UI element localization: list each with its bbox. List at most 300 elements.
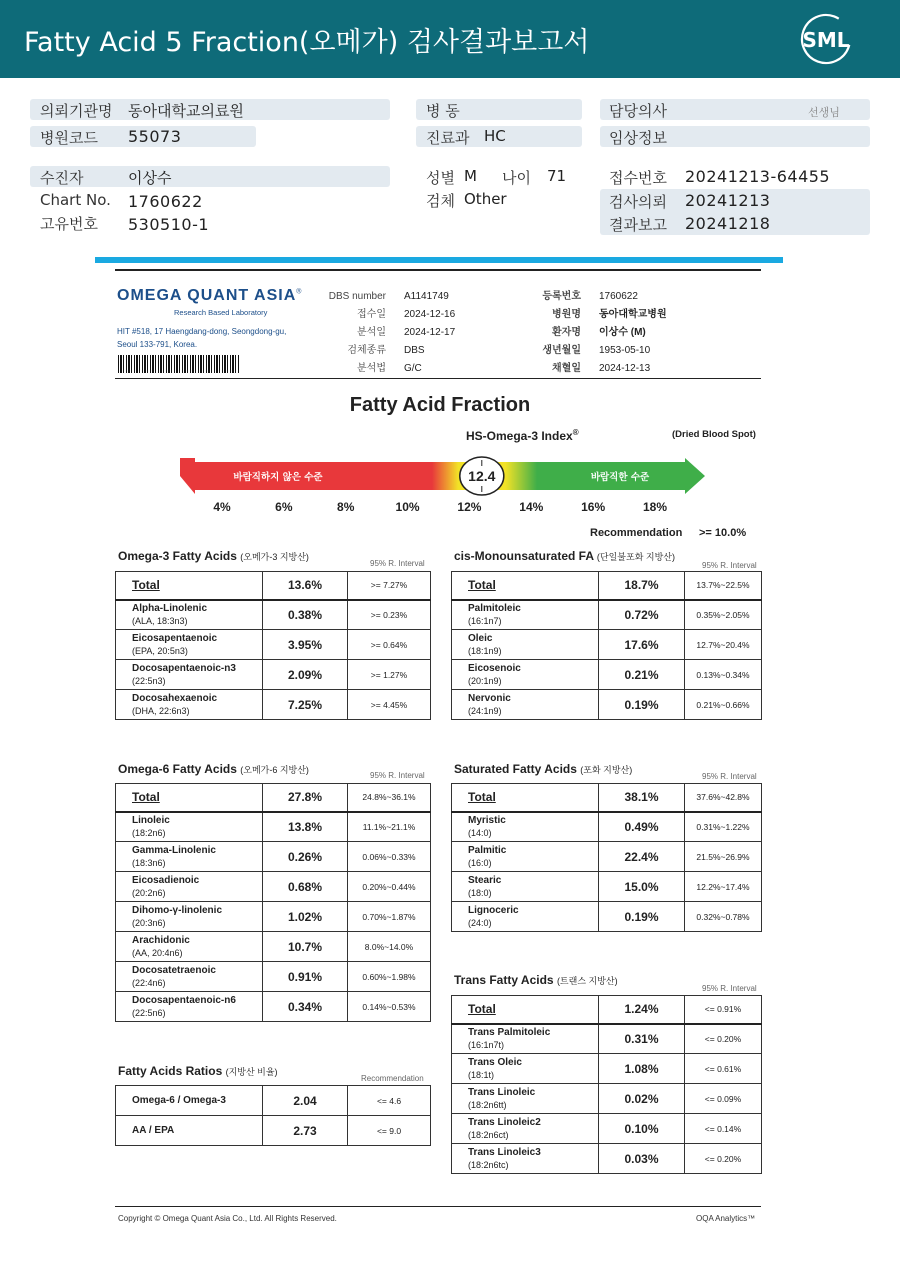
row-name-sub: (18:2n6)	[132, 827, 166, 838]
row-value: 1.24%	[599, 996, 685, 1024]
row-name-sub: (DHA, 22:6n3)	[132, 705, 190, 716]
meta-label: 분석법	[357, 363, 386, 374]
row-name-text: Trans Linoleic2	[468, 1116, 541, 1128]
row-value: 0.21%	[599, 660, 685, 690]
row-name-sub: (EPA, 20:5n3)	[132, 645, 188, 656]
chart-no-label: Chart No.	[40, 191, 111, 209]
row-name-sub: (20:1n9)	[468, 675, 502, 686]
gauge-bad-label: 바람직하지 않은 수준	[233, 472, 323, 483]
row-name	[452, 1024, 599, 1054]
table-row	[116, 962, 431, 992]
report-top-rule	[115, 269, 761, 271]
row-name-text: Linoleic	[132, 814, 170, 826]
row-name	[116, 962, 263, 992]
row-name	[116, 1116, 263, 1146]
row-value: 18.7%	[599, 572, 685, 600]
row-range: 0.14%~0.53%	[348, 992, 431, 1022]
row-value: 1.02%	[263, 902, 348, 932]
row-range: <= 0.20%	[685, 1024, 762, 1054]
row-range: 12.2%~17.4%	[685, 872, 762, 902]
saturated-title-kr: (포화 지방산)	[580, 765, 633, 775]
gauge-marker	[460, 457, 504, 495]
mufa-title-kr: (단일불포화 지방산)	[596, 552, 675, 562]
row-range: 12.7%~20.4%	[685, 630, 762, 660]
row-name-sub: (18:0)	[468, 887, 492, 898]
table-row	[452, 1144, 762, 1174]
row-range: <= 0.91%	[685, 996, 762, 1024]
hospital-code-label: 병원코드	[40, 129, 98, 147]
row-name-sub: (18:2n6ct)	[468, 1129, 509, 1140]
hospital-code-value: 55073	[128, 127, 182, 146]
row-name-text: Docosapentaenoic-n3	[132, 662, 236, 674]
row-range: 0.20%~0.44%	[348, 872, 431, 902]
row-name	[116, 812, 263, 842]
row-value: 0.10%	[599, 1114, 685, 1144]
row-range: <= 0.20%	[685, 1144, 762, 1174]
report-date-label: 결과보고	[609, 216, 667, 234]
row-value: 2.73	[263, 1116, 348, 1146]
row-name	[116, 992, 263, 1022]
row-value: 0.91%	[263, 962, 348, 992]
meta-row	[492, 358, 650, 376]
meta-label: 병원명	[552, 309, 581, 320]
row-name-text: Myristic	[468, 814, 506, 826]
row-value: 0.38%	[263, 600, 348, 630]
row-value: 17.6%	[599, 630, 685, 660]
row-range: 37.6%~42.8%	[685, 784, 762, 812]
meta-value: 1760622	[599, 291, 638, 302]
row-range: 0.13%~0.34%	[685, 660, 762, 690]
row-value: 0.68%	[263, 872, 348, 902]
table-row	[452, 660, 762, 690]
gauge-tick-label: 10%	[395, 500, 420, 514]
row-name-text: Arachidonic	[132, 934, 190, 946]
row-name-text: Trans Linoleic3	[468, 1146, 541, 1158]
table-row	[116, 812, 431, 842]
row-name-sub: (18:1n9)	[468, 645, 502, 656]
mufa-interval-label: 95% R. Interval	[702, 561, 757, 570]
meta-row	[492, 304, 667, 322]
omega3-title-kr: (오메가-3 지방산)	[240, 552, 309, 562]
row-range: >= 4.45%	[348, 690, 431, 720]
request-label: 검사의뢰	[609, 193, 667, 211]
doctor-label: 담당의사	[609, 102, 667, 120]
index-title	[466, 428, 579, 443]
mufa-title	[454, 549, 675, 563]
row-name	[116, 1086, 263, 1116]
row-name-text: Trans Oleic	[468, 1056, 522, 1068]
table-row	[452, 812, 762, 842]
meta-label: 분석일	[357, 327, 386, 338]
omega3-index-gauge	[150, 448, 730, 518]
row-range: 11.1%~21.1%	[348, 812, 431, 842]
saturated-interval-label: 95% R. Interval	[702, 772, 757, 781]
barcode	[118, 355, 240, 373]
lab-registered-mark: ®	[296, 288, 303, 296]
meta-value: 2024-12-16	[404, 309, 456, 320]
row-value: 0.49%	[599, 812, 685, 842]
table-row	[116, 784, 431, 812]
row-name	[116, 572, 263, 600]
recommendation-label: Recommendation	[590, 527, 683, 539]
row-name	[116, 630, 263, 660]
row-name-text: Alpha-Linolenic	[132, 602, 207, 614]
row-name	[452, 660, 599, 690]
meta-label: 생년월일	[542, 345, 581, 356]
row-name	[452, 842, 599, 872]
dept-label: 진료과	[426, 129, 470, 147]
clinical-label: 임상정보	[609, 129, 667, 147]
table-row	[116, 872, 431, 902]
row-name-sub: (22:5n6)	[132, 1007, 166, 1018]
meta-label: 등록번호	[542, 291, 581, 302]
trans-interval-label: 95% R. Interval	[702, 984, 757, 993]
row-name	[116, 660, 263, 690]
row-name	[452, 1144, 599, 1174]
lab-subtitle: Research Based Laboratory	[174, 308, 268, 317]
row-name-text: Eicosapentaenoic	[132, 632, 218, 644]
index-sample-note: (Dried Blood Spot)	[672, 429, 756, 440]
row-value: 13.8%	[263, 812, 348, 842]
omega6-title-text: Omega-6 Fatty Acids	[118, 762, 237, 776]
table-row	[116, 630, 431, 660]
row-value: 0.34%	[263, 992, 348, 1022]
meta-value: 2024-12-17	[404, 327, 456, 338]
row-name-sub: (16:0)	[468, 857, 492, 868]
row-value: 13.6%	[263, 572, 348, 600]
table-row	[452, 1024, 762, 1054]
row-range: <= 0.61%	[685, 1054, 762, 1084]
row-name-sub: (16:1n7)	[468, 615, 502, 626]
row-range: 0.35%~2.05%	[685, 600, 762, 630]
meta-row	[492, 340, 650, 358]
patient-name-value: 이상수	[128, 169, 172, 187]
request-value: 20241213	[685, 191, 771, 210]
table-row	[116, 1116, 431, 1146]
trans-table	[451, 995, 762, 1174]
report-date-value: 20241218	[685, 214, 771, 233]
table-row	[452, 600, 762, 630]
omega6-table	[115, 783, 431, 1022]
row-name-text: Gamma-Linolenic	[132, 844, 216, 856]
row-range: >= 7.27%	[348, 572, 431, 600]
mufa-table	[451, 571, 762, 720]
row-value: 0.31%	[599, 1024, 685, 1054]
row-name-sub: (24:0)	[468, 917, 492, 928]
omega6-title	[118, 762, 309, 776]
row-name-sub: (16:1n7t)	[468, 1039, 505, 1050]
row-range: 8.0%~14.0%	[348, 932, 431, 962]
section-divider	[95, 257, 783, 263]
table-row	[116, 1086, 431, 1116]
row-range: 0.60%~1.98%	[348, 962, 431, 992]
saturated-table	[451, 783, 762, 932]
table-row	[116, 690, 431, 720]
ratios-title-kr: (지방산 비율)	[225, 1067, 278, 1077]
row-name-text: Total	[132, 577, 160, 592]
gauge-ticks	[213, 500, 667, 514]
page-title: Fatty Acid 5 Fraction(오메가) 검사결과보고서	[24, 27, 590, 58]
lab-name-text: OMEGA QUANT ASIA	[117, 287, 297, 304]
age-label: 나이	[502, 169, 531, 187]
row-range: 0.06%~0.33%	[348, 842, 431, 872]
table-row	[452, 842, 762, 872]
ratios-title-text: Fatty Acids Ratios	[118, 1064, 223, 1078]
sex-label: 성별	[426, 169, 455, 187]
gauge-value: 12.4	[468, 468, 496, 484]
meta-row	[296, 358, 422, 376]
specimen-label: 검체	[426, 192, 455, 210]
trans-title-text: Trans Fatty Acids	[454, 973, 554, 987]
institution-value: 동아대학교의료원	[128, 102, 244, 120]
meta-label: 채혈일	[552, 363, 581, 374]
meta-row	[296, 304, 455, 322]
copyright: Copyright © Omega Quant Asia Co., Ltd. All Rights Reserved.	[118, 1214, 337, 1223]
footer-brand: OQA Analytics™	[696, 1214, 756, 1223]
row-value: 0.19%	[599, 690, 685, 720]
uid-label: 고유번호	[40, 215, 98, 233]
meta-row	[492, 322, 646, 340]
ratios-table	[115, 1085, 431, 1146]
row-range: <= 4.6	[348, 1086, 431, 1116]
row-value: 7.25%	[263, 690, 348, 720]
table-row	[452, 996, 762, 1024]
row-value: 0.19%	[599, 902, 685, 932]
chart-no-value: 1760622	[128, 192, 203, 211]
row-name-sub: (24:1n9)	[468, 705, 502, 716]
row-value: 0.03%	[599, 1144, 685, 1174]
row-name-sub: (14:0)	[468, 827, 492, 838]
row-value: 22.4%	[599, 842, 685, 872]
age-value: 71	[547, 167, 567, 185]
row-name-sub: (20:2n6)	[132, 887, 166, 898]
row-name	[116, 872, 263, 902]
row-range: 0.70%~1.87%	[348, 902, 431, 932]
index-title-sup: ®	[572, 428, 579, 437]
table-row	[452, 572, 762, 600]
doctor-suffix: 선생님	[808, 106, 840, 119]
row-name-sub: (AA, 20:4n6)	[132, 947, 183, 958]
row-range: <= 0.14%	[685, 1114, 762, 1144]
row-range: <= 9.0	[348, 1116, 431, 1146]
row-name-text: Trans Palmitoleic	[468, 1026, 551, 1038]
saturated-title-text: Saturated Fatty Acids	[454, 762, 577, 776]
omega3-interval-label: 95% R. Interval	[370, 559, 425, 568]
sml-logo-icon	[798, 12, 854, 66]
row-name	[452, 572, 599, 600]
row-name-text: Trans Linoleic	[468, 1086, 536, 1098]
table-row	[452, 902, 762, 932]
row-range: >= 0.23%	[348, 600, 431, 630]
row-name-text: Palmitic	[468, 844, 507, 856]
row-range: >= 1.27%	[348, 660, 431, 690]
row-name-text: Stearic	[468, 874, 502, 886]
gauge-tick-label: 12%	[457, 500, 482, 514]
gauge-tick-label: 4%	[213, 500, 231, 514]
row-range: 24.8%~36.1%	[348, 784, 431, 812]
table-row	[452, 690, 762, 720]
row-value: 3.95%	[263, 630, 348, 660]
gauge-tick-label: 8%	[337, 500, 355, 514]
row-name-sub: (18:1t)	[468, 1069, 495, 1080]
row-value: 27.8%	[263, 784, 348, 812]
row-value: 10.7%	[263, 932, 348, 962]
saturated-title	[454, 762, 632, 776]
row-value: 1.08%	[599, 1054, 685, 1084]
row-name-sub: (18:3n6)	[132, 857, 166, 868]
row-name	[452, 1054, 599, 1084]
meta-value: 1953-05-10	[599, 345, 651, 356]
row-name-text: Eicosenoic	[468, 662, 521, 674]
row-range: 21.5%~26.9%	[685, 842, 762, 872]
ratios-title	[118, 1064, 278, 1078]
gauge-tick-label: 18%	[642, 500, 668, 514]
row-name-text: Palmitoleic	[468, 602, 521, 614]
row-value: 0.02%	[599, 1084, 685, 1114]
row-name-text: Omega-6 / Omega-3	[132, 1095, 226, 1106]
row-value: 2.04	[263, 1086, 348, 1116]
row-name-text: Docosatetraenoic	[132, 964, 216, 976]
meta-row	[296, 286, 449, 304]
row-value: 0.72%	[599, 600, 685, 630]
lab-name	[117, 287, 302, 305]
row-name-text: Lignoceric	[468, 904, 519, 916]
mufa-title-text: cis-Monounsaturated FA	[454, 549, 594, 563]
meta-label: 검체종류	[347, 345, 386, 356]
table-row	[452, 1084, 762, 1114]
patient-name-label: 수진자	[40, 169, 84, 187]
meta-value: 2024-12-13	[599, 363, 651, 374]
meta-row	[296, 322, 455, 340]
receipt-label: 접수번호	[609, 169, 667, 187]
row-value: 15.0%	[599, 872, 685, 902]
institution-label: 의뢰기관명	[40, 102, 113, 120]
row-name	[116, 842, 263, 872]
row-name-text: Nervonic	[468, 692, 511, 704]
meta-value: 이상수 (M)	[599, 327, 646, 338]
receipt-value: 20241213-64455	[685, 167, 831, 186]
trans-title	[454, 973, 618, 987]
row-name	[452, 630, 599, 660]
omega3-table	[115, 571, 431, 720]
meta-value: DBS	[404, 345, 425, 356]
row-range: 0.31%~1.22%	[685, 812, 762, 842]
omega6-interval-label: 95% R. Interval	[370, 771, 425, 780]
row-name-sub: (22:4n6)	[132, 977, 166, 988]
table-row	[452, 872, 762, 902]
row-name-text: Total	[132, 789, 160, 804]
row-range: 0.32%~0.78%	[685, 902, 762, 932]
dept-value: HC	[484, 127, 506, 145]
omega3-title-text: Omega-3 Fatty Acids	[118, 549, 237, 563]
meta-label: DBS number	[328, 291, 386, 302]
omega6-title-kr: (오메가-6 지방산)	[240, 765, 309, 775]
table-row	[116, 902, 431, 932]
report-title: Fatty Acid Fraction	[349, 394, 531, 416]
row-name-text: Total	[468, 577, 496, 592]
row-name-text: Docosapentaenoic-n6	[132, 994, 236, 1006]
logo-text: SML	[802, 28, 850, 52]
sex-value: M	[464, 167, 477, 185]
row-name-text: Docosahexaenoic	[132, 692, 218, 704]
index-title-text: HS-Omega-3 Index	[466, 429, 573, 443]
row-name-text: Total	[468, 789, 496, 804]
omega3-title	[118, 549, 309, 563]
row-name-text: Dihomo-γ-linolenic	[132, 904, 222, 916]
row-name	[452, 1114, 599, 1144]
row-name-text: Eicosadienoic	[132, 874, 200, 886]
row-name	[116, 902, 263, 932]
row-name	[452, 600, 599, 630]
recommendation-value: >= 10.0%	[699, 527, 747, 539]
patient-name-box	[30, 166, 390, 187]
table-row	[452, 1054, 762, 1084]
row-name	[116, 784, 263, 812]
row-name-text: Oleic	[468, 632, 493, 644]
row-name	[452, 812, 599, 842]
meta-row	[492, 286, 638, 304]
row-name	[116, 600, 263, 630]
meta-value: A1141749	[404, 291, 449, 302]
table-row	[452, 1114, 762, 1144]
lab-address-2: Seoul 133-791, Korea.	[117, 340, 198, 349]
row-name	[452, 1084, 599, 1114]
table-row	[116, 932, 431, 962]
trans-title-kr: (트랜스 지방산)	[556, 976, 618, 986]
row-name	[452, 902, 599, 932]
row-name	[116, 690, 263, 720]
gauge-tick-label: 16%	[581, 500, 606, 514]
row-name-sub: (ALA, 18:3n3)	[132, 615, 188, 626]
row-name-text: Total	[468, 1001, 496, 1016]
row-name-sub: (22:5n3)	[132, 675, 166, 686]
gauge-tick-label: 14%	[519, 500, 544, 514]
meta-value: 동아대학교병원	[599, 309, 667, 320]
gauge-good-label: 바람직한 수준	[590, 472, 650, 483]
row-name	[452, 872, 599, 902]
table-row	[116, 660, 431, 690]
table-row	[452, 630, 762, 660]
table-row	[116, 572, 431, 600]
ward-label: 병 동	[426, 102, 460, 120]
row-range: 0.21%~0.66%	[685, 690, 762, 720]
report-header-rule	[115, 378, 761, 379]
gauge-tick-label: 6%	[275, 500, 293, 514]
table-row	[116, 992, 431, 1022]
row-name	[452, 690, 599, 720]
row-range: 13.7%~22.5%	[685, 572, 762, 600]
meta-row	[296, 340, 425, 358]
uid-value: 530510-1	[128, 215, 210, 234]
specimen-value: Other	[464, 190, 507, 208]
row-name-sub: (18:2n6tt)	[468, 1099, 507, 1110]
table-row	[116, 842, 431, 872]
table-row	[452, 784, 762, 812]
row-name-sub: (18:2n6tc)	[468, 1159, 509, 1170]
row-value: 0.26%	[263, 842, 348, 872]
row-name-text: AA / EPA	[132, 1125, 175, 1136]
row-range: >= 0.64%	[348, 630, 431, 660]
meta-value: G/C	[404, 363, 422, 374]
row-name-sub: (20:3n6)	[132, 917, 166, 928]
ratios-interval-label: Recommendation	[361, 1074, 424, 1083]
row-range: <= 0.09%	[685, 1084, 762, 1114]
row-value: 2.09%	[263, 660, 348, 690]
row-name	[116, 932, 263, 962]
lab-address-1: HIT #518, 17 Haengdang-dong, Seongdong-gu,	[117, 327, 287, 336]
table-row	[116, 600, 431, 630]
meta-label: 환자명	[552, 327, 581, 338]
